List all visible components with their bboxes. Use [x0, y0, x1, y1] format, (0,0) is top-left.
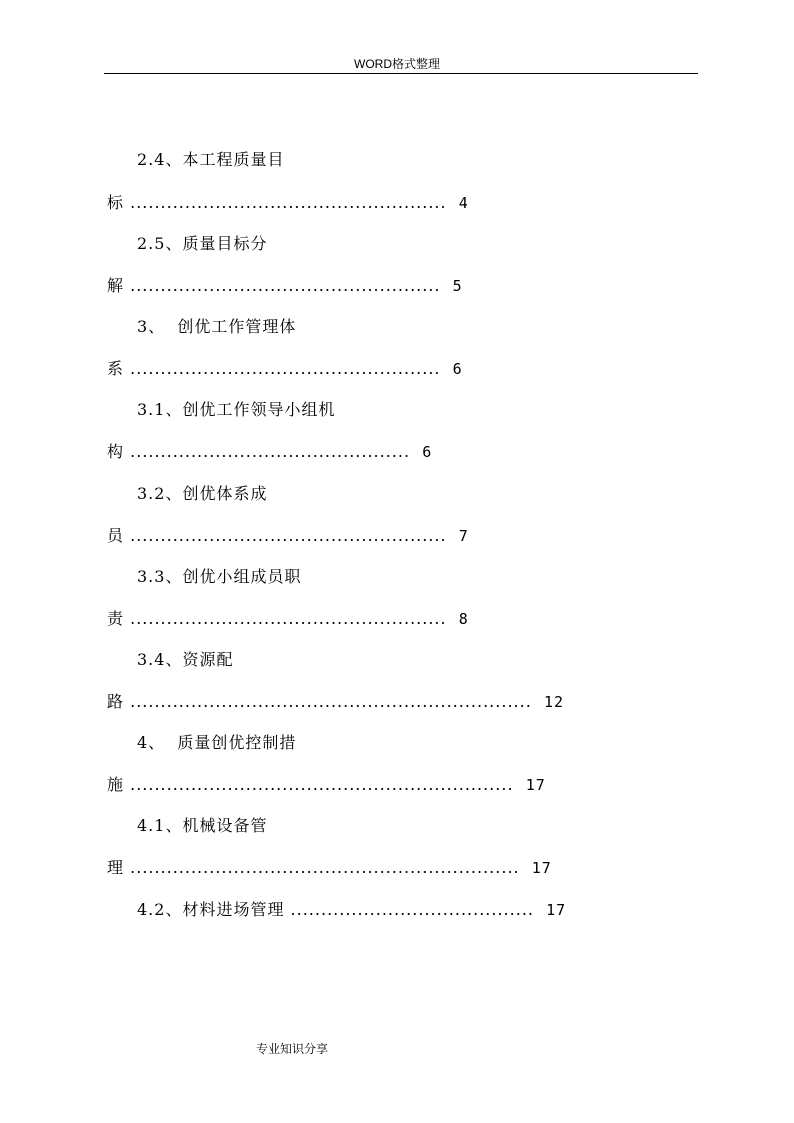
toc-heading-3-4: 3.4、资源配: [137, 650, 234, 669]
toc-dot-leader: ................................................................: [130, 858, 520, 877]
page-header: WORD格式整理: [354, 57, 440, 71]
toc-dot-leader: ..............................................: [130, 442, 411, 461]
toc-tail: 路: [107, 692, 125, 711]
toc-entry-4[interactable]: [107, 775, 546, 795]
toc-entry-3[interactable]: [107, 359, 463, 379]
toc-dot-leader: ....................................................: [130, 609, 447, 628]
toc-entry-4-1[interactable]: [107, 858, 552, 878]
toc-entry-2-4[interactable]: [107, 193, 469, 213]
toc-heading-2-5: 2.5、质量目标分: [137, 234, 268, 253]
toc-dot-leader: ..................................................................: [130, 692, 532, 711]
toc-heading-3-2: 3.2、创优体系成: [137, 484, 268, 503]
toc-entry-3-1[interactable]: [107, 442, 432, 462]
toc-page-number: 6: [422, 443, 433, 461]
toc-page-number: 17: [525, 776, 546, 794]
header-divider: [104, 73, 698, 74]
toc-heading-4: 4、 质量创优控制措: [137, 733, 297, 752]
page-footer: 专业知识分享: [256, 1042, 329, 1056]
toc-dot-leader: ........................................: [290, 900, 534, 919]
toc-heading-3-3: 3.3、创优小组成员职: [137, 567, 302, 586]
toc-tail: 责: [107, 609, 125, 628]
toc-tail: 解: [107, 276, 125, 295]
toc-tail: 标: [107, 193, 125, 212]
toc-tail: 员: [107, 526, 125, 545]
toc-page-number: 5: [452, 277, 463, 295]
toc-heading-3-1: 3.1、创优工作领导小组机: [137, 400, 336, 419]
toc-page-number: 17: [546, 901, 567, 919]
toc-page-number: 6: [452, 360, 463, 378]
toc-dot-leader: ...................................................: [130, 276, 441, 295]
toc-heading-3: 3、 创优工作管理体: [137, 317, 297, 336]
toc-page-number: 17: [531, 859, 552, 877]
toc-dot-leader: ....................................................: [130, 526, 447, 545]
toc-tail: 理: [107, 858, 125, 877]
toc-dot-leader: ...............................................................: [130, 775, 514, 794]
toc-entry-3-2[interactable]: [107, 526, 469, 546]
toc-entry-3-3[interactable]: [107, 609, 469, 629]
toc-entry-3-4[interactable]: [107, 692, 564, 712]
toc-page-number: 8: [458, 610, 469, 628]
toc-dot-leader: ....................................................: [130, 193, 447, 212]
toc-tail: 构: [107, 442, 125, 461]
toc-heading-4-1: 4.1、机械设备管: [137, 816, 268, 835]
toc-page-number: 4: [458, 194, 469, 212]
toc-dot-leader: ...................................................: [130, 359, 441, 378]
toc-entry-2-5[interactable]: [107, 276, 463, 296]
toc-tail: 系: [107, 359, 125, 378]
toc-entry-4-2[interactable]: [137, 900, 566, 920]
toc-page-number: 7: [458, 527, 469, 545]
toc-page-number: 12: [543, 693, 565, 711]
toc-heading-4-2: 4.2、材料进场管理: [137, 900, 285, 919]
toc-heading-2-4: 2.4、本工程质量目: [137, 150, 285, 169]
toc-tail: 施: [107, 775, 125, 794]
